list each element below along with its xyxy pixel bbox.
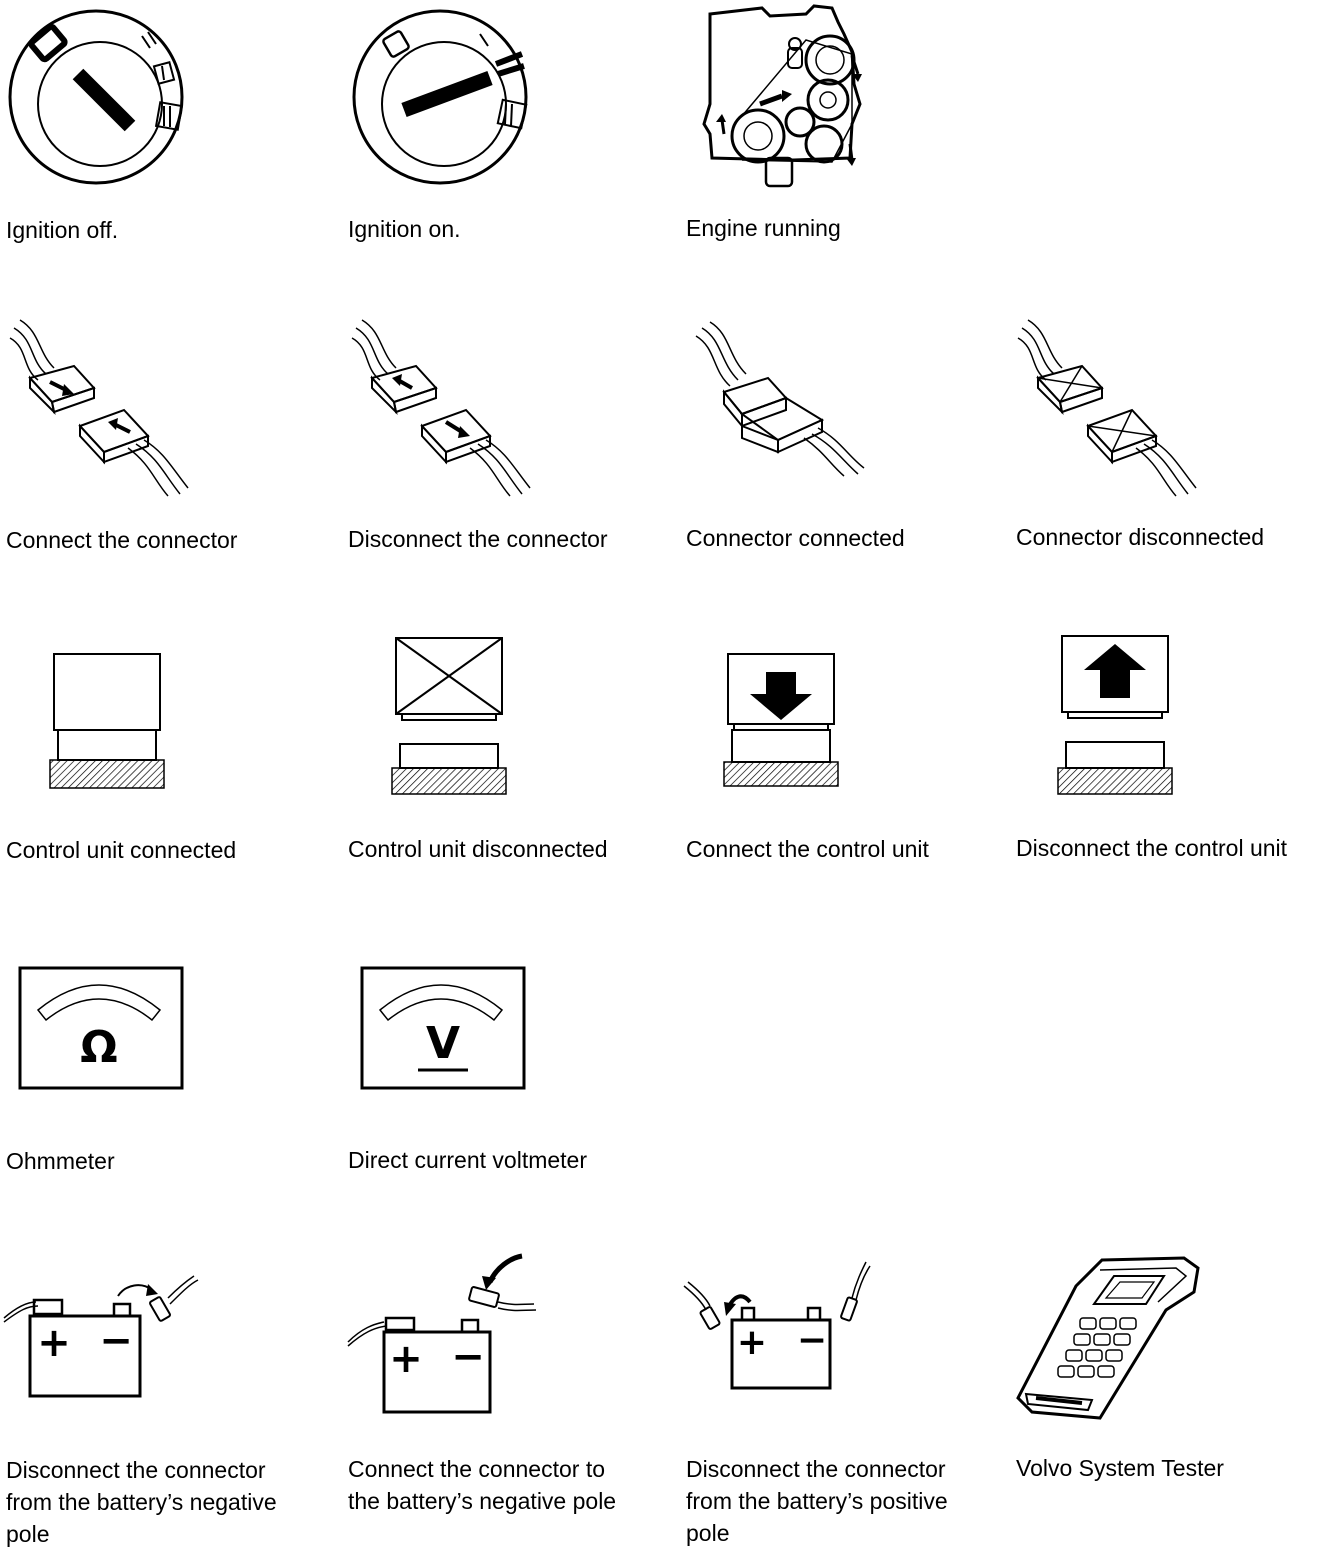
caption-line: the battery’s negative pole: [348, 1488, 617, 1514]
caption-line: pole: [686, 1520, 730, 1546]
caption-connect-connector: Connect the connector: [6, 527, 238, 553]
caption-line: from the battery’s positive: [686, 1488, 948, 1514]
disconnect-connector-icon: [350, 318, 536, 496]
minus-sign: −: [99, 1318, 133, 1364]
engine-running-icon: [702, 4, 872, 188]
caption-line: Disconnect the connector: [686, 1456, 946, 1482]
volt-glyph: V: [425, 1018, 461, 1069]
caption-control-unit-disconnected: Control unit disconnected: [348, 836, 608, 862]
caption-volvo-tester: Volvo System Tester: [1016, 1455, 1224, 1481]
ignition-off-icon: [6, 6, 186, 188]
minus-sign: −: [451, 1334, 485, 1380]
connect-control-unit-icon: [722, 652, 840, 788]
caption-engine-running: Engine running: [686, 215, 841, 241]
caption-battery-neg-disconnect: [6, 1454, 277, 1550]
caption-line: Connect the connector to: [348, 1456, 605, 1482]
battery-connect-negative-icon: [346, 1254, 540, 1416]
caption-disconnect-control-unit: Disconnect the control unit: [1016, 835, 1288, 861]
caption-control-unit-connected: Control unit connected: [6, 837, 237, 863]
caption-dc-voltmeter: Direct current voltmeter: [348, 1147, 588, 1173]
control-unit-disconnected-icon: [390, 636, 508, 798]
connect-connector-icon: [8, 318, 194, 496]
dc-voltmeter-icon: [360, 966, 526, 1090]
caption-ohmmeter: Ohmmeter: [6, 1148, 115, 1174]
connector-connected-icon: [694, 322, 866, 476]
caption-ignition-on: Ignition on.: [348, 216, 461, 242]
battery-disconnect-negative-icon: [4, 1276, 198, 1400]
caption-connector-connected: Connector connected: [686, 525, 905, 551]
caption-connect-control-unit: Connect the control unit: [686, 836, 929, 862]
battery-disconnect-positive-icon: [684, 1262, 874, 1392]
control-unit-connected-icon: [48, 652, 168, 792]
caption-connector-disconnected: Connector disconnected: [1016, 524, 1265, 550]
minus-sign: −: [796, 1320, 828, 1361]
caption-battery-neg-connect: [348, 1453, 616, 1517]
caption-line: Disconnect the connector: [6, 1457, 266, 1483]
volvo-system-tester-icon: [1016, 1254, 1204, 1420]
caption-line: pole: [6, 1521, 50, 1547]
plus-sign: +: [736, 1322, 768, 1363]
disconnect-control-unit-icon: [1056, 634, 1174, 796]
ignition-on-icon: [348, 6, 534, 188]
connector-disconnected-icon: [1016, 318, 1202, 496]
ohm-glyph: Ω: [80, 1022, 118, 1073]
plus-sign: +: [37, 1320, 71, 1366]
caption-line: from the battery’s negative: [6, 1489, 277, 1515]
caption-ignition-off: Ignition off.: [6, 217, 119, 243]
caption-disconnect-connector: Disconnect the connector: [348, 526, 608, 552]
plus-sign: +: [389, 1336, 423, 1382]
ohmmeter-icon: [18, 966, 184, 1090]
caption-battery-pos-disconnect: [686, 1453, 948, 1549]
